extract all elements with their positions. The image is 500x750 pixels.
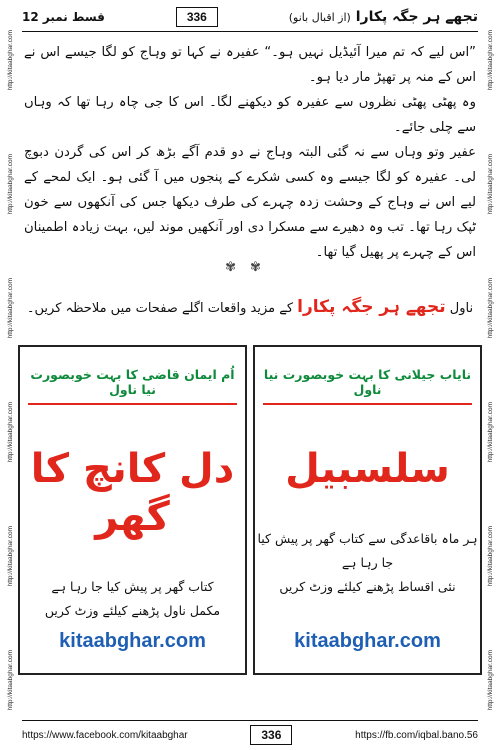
ad-description (20, 575, 245, 623)
facebook-link[interactable]: https://www.facebook.com/kitaabghar (22, 729, 188, 741)
margin-url[interactable]: http://kitaabghar.com (486, 277, 494, 339)
header-divider (22, 31, 478, 32)
left-margin-urls (0, 0, 20, 750)
margin-url[interactable]: http://kitaabghar.com (486, 525, 494, 587)
margin-url[interactable]: http://kitaabghar.com (6, 525, 14, 587)
page-footer (22, 725, 478, 745)
margin-url[interactable]: http://kitaabghar.com (6, 277, 14, 339)
paragraph: ”اس لیے کہ تم میرا آئیڈیل نہیں ہو۔“ عفیرہ نے کہا تو وہاج کو لگا جیسے اس نے اس کے منہ پر تھپڑ مار دیا ہو۔ (24, 45, 476, 85)
author-name: (از اقبال بانو) (288, 11, 351, 24)
page-number: 336 (176, 7, 218, 27)
ad-description (255, 527, 480, 599)
book-title (289, 9, 478, 25)
footer-page-number: 336 (250, 725, 292, 745)
episode-number: قسط نمبر 12 (22, 10, 105, 24)
ad-box-dil-kanch-ka-ghar (18, 345, 247, 675)
margin-url[interactable]: http://kitaabghar.com (6, 649, 14, 710)
paragraph: وہ پھٹی پھٹی نظروں سے عفیرہ کو دیکھنے لگا۔ اس کا جی چاہ رہا تھا کہ وہاں سے چلی جائے۔ (24, 95, 476, 135)
footer-divider (22, 720, 478, 721)
ad-heading: اُم ایمان قاضی کا بہت خوبصورت نیا ناول (28, 367, 237, 405)
ornament-divider: ✾✾ (225, 260, 275, 275)
fb-link[interactable]: https://fb.com/iqbal.bano.56 (355, 729, 478, 741)
margin-url[interactable]: http://kitaabghar.com (6, 30, 14, 91)
continuation-note (22, 296, 478, 317)
margin-url[interactable]: http://kitaabghar.com (486, 153, 494, 215)
margin-url[interactable]: http://kitaabghar.com (486, 30, 494, 91)
ad-box-salsabeel (253, 345, 482, 675)
novel-title: تجھے ہر جگہ پکارا (355, 9, 478, 25)
page-header (22, 4, 478, 30)
margin-url[interactable]: http://kitaabghar.com (6, 401, 14, 463)
promo-before: ناول (449, 301, 474, 316)
right-margin-urls (480, 0, 500, 750)
ad-novel-title: سلسبیل (285, 446, 450, 492)
ad-line: ہر ماہ باقاعدگی سے کتاب گھر پر پیش کیا جا رہا ہے (257, 531, 478, 570)
ad-url-link[interactable]: kitaabghar.com (59, 630, 206, 652)
margin-url[interactable]: http://kitaabghar.com (486, 401, 494, 463)
ad-novel-title: دل کانچ کا گھر (30, 446, 235, 540)
ad-line: کتاب گھر پر پیش کیا جا رہا ہے (51, 579, 214, 594)
ad-url-link[interactable]: kitaabghar.com (294, 630, 441, 652)
ad-heading: نایاب جیلانی کا بہت خوبصورت نیا ناول (263, 367, 472, 405)
promo-novel-title: تجھے ہر جگہ پکارا (297, 297, 446, 317)
story-text (24, 40, 476, 265)
paragraph: عفیر وتو وہاں سے نہ گئی البتہ وہاج نے دو قدم آگے بڑھ کر اس کی گردن دبوچ لی۔ عفیرہ کو لگا جیسے وہ کسی شکرے کے پنجوں میں آ گئی ہو۔ ایک لمحے کے لیے اس نے وہاج کے وحشت زدہ چہرے کی طرف دیکھا جس کی آنکھوں سے خون ٹپک رہا تھا۔ تب وہ دھیرے سے مسکرا دی اور آنکھیں موند لیں، بہت زیادہ اطمینان اس کے چہرے پر پھیل گیا تھا۔ (24, 145, 476, 260)
margin-url[interactable]: http://kitaabghar.com (486, 649, 494, 710)
ad-line: مکمل ناول پڑھنے کیلئے وزٹ کریں (44, 603, 221, 618)
ad-line: نئی اقساط پڑھنے کیلئے وزٹ کریں (279, 579, 456, 594)
promo-after: کے مزید واقعات اگلے صفحات میں ملاحظہ کریں۔ (26, 301, 294, 316)
margin-url[interactable]: http://kitaabghar.com (6, 153, 14, 215)
novel-ads (18, 345, 482, 675)
